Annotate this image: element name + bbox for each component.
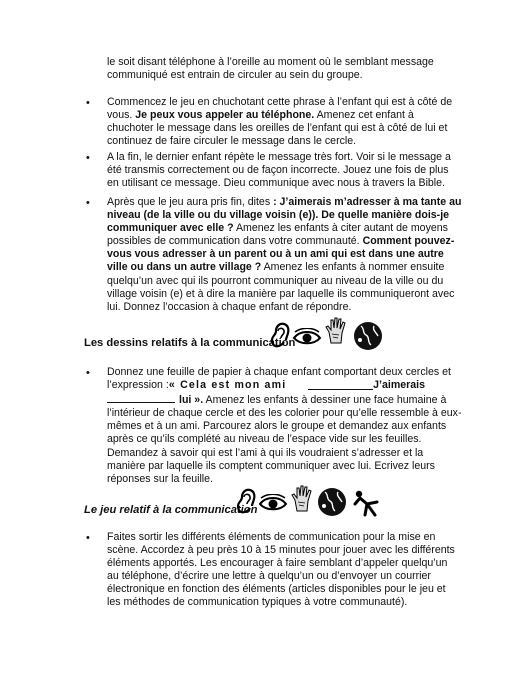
section-heading-game: Le jeu relatif à la communication	[84, 504, 258, 516]
text-line: possibles de communication dans votre communauté. Comment pouvez-	[107, 235, 455, 248]
globe-icon	[316, 486, 348, 518]
paragraph-drawings	[107, 366, 462, 486]
ear-icon	[268, 320, 290, 350]
text-line: Après que le jeu aura pris fin, dites : J’aimerais m’adresser à ma tante au	[107, 196, 462, 208]
paragraph-continuation	[107, 56, 434, 82]
text-line: le soit disant téléphone à l’oreille au moment où le semblant message	[107, 56, 434, 68]
text-line: vous. Je peux vous appeler au téléphone. Amenez cet enfant à	[107, 109, 414, 122]
text-line: l’intérieur de chaque cercle et des les colorier pour qu’elle ressemble à eux-	[107, 407, 462, 420]
text-line: niveau (de la ville ou du village voisin (e)). De quelle manière dois-je	[107, 209, 450, 222]
text-line: réponses sur la feuille.	[107, 472, 213, 485]
blank-line	[107, 392, 175, 403]
text-line: ville ou dans un autre village ? Amenez les enfants à nommer ensuite	[107, 261, 445, 274]
text-line: lui. Donnez l’occasion à chaque enfant de répondre.	[107, 300, 352, 313]
eye-icon	[258, 494, 288, 514]
text-line: manière par laquelle ils comptent communiquer avec lui. Ecrivez leurs	[107, 459, 435, 472]
text-line: mêmes et à un ami. Parcourez alors le groupe et demandez aux enfants	[107, 420, 447, 433]
paragraph-game	[107, 531, 455, 610]
text-line: village voisin (e) et à dire la manière par laquelle ils communiqueront avec	[107, 287, 455, 300]
text-line: après ce qu’ils complété au niveau de l’espace vide sur les feuilles.	[107, 433, 422, 446]
text-line: A la fin, le dernier enfant répète le message très fort. Voir si le message a	[107, 151, 451, 163]
text-line: en utilisant ce message. Dieu communique avec nous à travers la Bible.	[107, 177, 445, 190]
text-line: lui ». Amenez les enfants à dessiner une face humaine à	[107, 392, 425, 407]
text-line: éléments apportés. Les encourager à faire semblant d’appeler quelqu’un	[107, 557, 448, 570]
text-line: scène. Accordez à peu près 10 à 15 minutes pour jouer avec les différents	[107, 544, 455, 557]
text-line: l’expression : « Cela est mon ami J’aimerais	[107, 379, 425, 392]
section-heading-drawings: Les dessins relatifs à la communication	[84, 337, 296, 349]
ear-icon	[234, 486, 256, 516]
paragraph-end-game	[107, 151, 451, 190]
bold-phrase: Je peux vous appeler au téléphone.	[135, 109, 315, 122]
text-line: communiqué est entrain de circuler au sein du groupe.	[107, 69, 363, 82]
text-line: Donnez une feuille de papier à chaque enfant comportant deux cercles et	[107, 366, 451, 378]
text-line: vous vous adresser à un parent ou à un ami qui est dans une autre	[107, 248, 444, 261]
paragraph-after-game	[107, 196, 462, 314]
text-line: quelqu’un avec qui ils pourront communiquer au niveau de la ville ou du	[107, 274, 444, 287]
text-line: électronique en fonction des éléments (articles disponibles pour le jeu et	[107, 583, 446, 596]
heading-icons-game	[234, 484, 384, 524]
eye-icon	[292, 328, 322, 348]
heading-icons-drawings	[268, 316, 388, 356]
hand-icon	[323, 316, 349, 344]
bullet-marker: •	[86, 197, 90, 209]
text-line: Commencez le jeu en chuchotant cette phrase à l’enfant qui est à côté de	[107, 96, 453, 108]
text-line: les méthodes de communication typiques à votre communauté).	[107, 596, 408, 609]
bullet-marker: •	[86, 97, 90, 109]
bullet-marker: •	[86, 532, 90, 544]
text-line: Faites sortir les différents éléments de communication pour la mise en	[107, 531, 436, 543]
text-line: continuez de faire circuler le message dans le cercle.	[107, 135, 357, 148]
text-line: chuchoter le message dans les oreilles de l’enfant qui est à côté de lui et	[107, 122, 448, 135]
blank-line	[308, 379, 373, 390]
person-stretch-icon	[351, 488, 381, 518]
text-line: Demandez à savoir qui est l’ami à qui ils voudraient s’adresser et la	[107, 446, 424, 459]
text-line: au téléphone, d’écrire une lettre à quelqu’un ou d’envoyer un courrier	[107, 570, 431, 583]
bullet-marker: •	[86, 367, 90, 379]
paragraph-start-game	[107, 96, 453, 148]
text-line: communiquer avec elle ? Amenez les enfants à citer autant de moyens	[107, 222, 448, 235]
text-line: été transmis correctement ou de façon incorrecte. Jouez une fois de plus	[107, 164, 449, 177]
globe-icon	[352, 320, 384, 352]
hand-icon	[289, 484, 315, 512]
bullet-marker: •	[86, 152, 90, 164]
